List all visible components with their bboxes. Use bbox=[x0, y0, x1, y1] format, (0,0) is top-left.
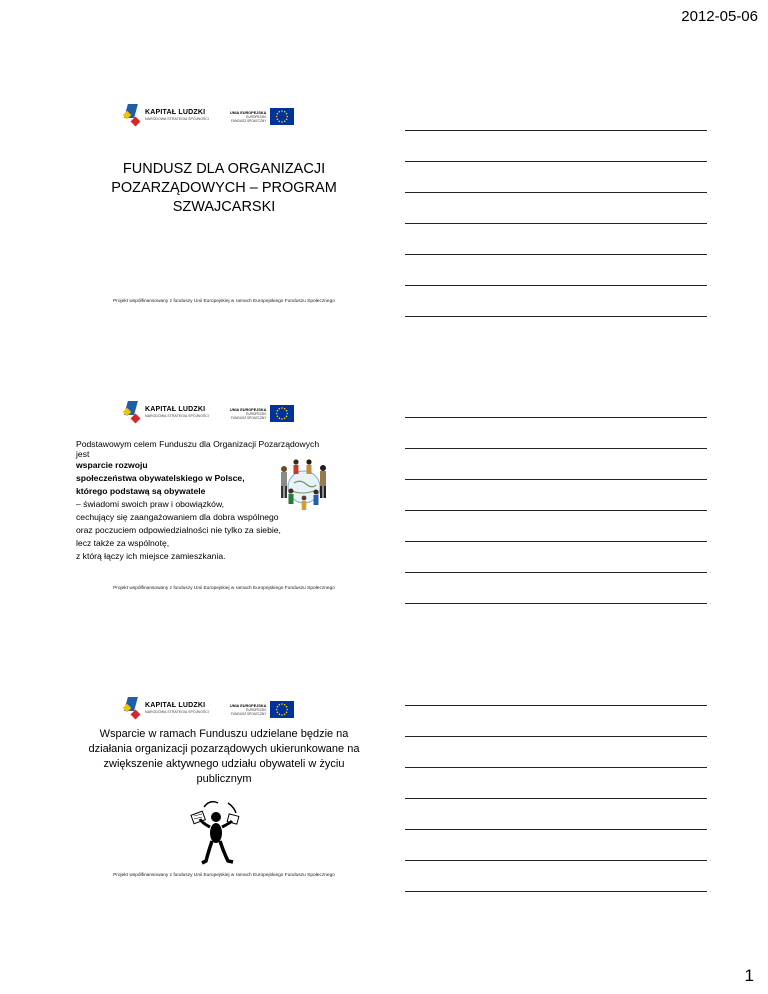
note-line bbox=[405, 510, 707, 511]
slide-2-line-3: oraz poczuciem odpowiedzialności nie tylko za siebie, bbox=[76, 525, 281, 535]
slide-2-line-1: – świadomi swoich praw i obowiązków, bbox=[76, 499, 225, 509]
note-line bbox=[405, 130, 707, 131]
slide-3 bbox=[64, 679, 384, 919]
note-line bbox=[405, 891, 707, 892]
note-line bbox=[405, 572, 707, 573]
note-line bbox=[405, 448, 707, 449]
kapital-ludzki-logo-icon bbox=[124, 401, 140, 423]
note-line bbox=[405, 316, 707, 317]
note-line bbox=[405, 223, 707, 224]
slide-2-bold-1: wsparcie rozwoju bbox=[76, 460, 148, 470]
note-line bbox=[405, 798, 707, 799]
kapital-ludzki-logo-icon bbox=[124, 104, 140, 126]
kapital-ludzki-logo bbox=[124, 697, 209, 719]
kapital-ludzki-name: KAPITAŁ LUDZKI bbox=[145, 109, 206, 116]
eu-flag-icon bbox=[270, 405, 294, 422]
note-line bbox=[405, 541, 707, 542]
kapital-ludzki-subtitle: NARODOWA STRATEGIA SPÓJNOŚCI bbox=[145, 414, 209, 418]
slide-2-line-2: cechujący się zaangażowaniem dla dobra wspólnego bbox=[76, 512, 279, 522]
kapital-ludzki-logo bbox=[124, 104, 209, 126]
slide-2-bold-3: którego podstawą są obywatele bbox=[76, 486, 206, 496]
page-number: 1 bbox=[744, 966, 754, 985]
eu-logo bbox=[230, 701, 294, 718]
eu-line2: EUROPEJSKI bbox=[246, 707, 267, 712]
note-line bbox=[405, 285, 707, 286]
slide-2-footer: Projekt współfinansowany z funduszy Unii Europejskiej w ramach Europejskiego Funduszu Społecznego bbox=[113, 586, 335, 591]
kapital-ludzki-logo-icon bbox=[124, 697, 140, 719]
note-line bbox=[405, 417, 707, 418]
slide-1 bbox=[64, 86, 384, 326]
kapital-ludzki-logo bbox=[124, 401, 209, 423]
eu-line3: FUNDUSZ SPOŁECZNY bbox=[230, 711, 267, 716]
page-date: 2012-05-06 bbox=[681, 8, 758, 25]
slide-2-bold-2: społeczeństwa obywatelskiego w Polsce, bbox=[76, 473, 245, 483]
kapital-ludzki-name: KAPITAŁ LUDZKI bbox=[145, 702, 206, 709]
note-line bbox=[405, 161, 707, 162]
eu-line2: EUROPEJSKI bbox=[246, 411, 267, 416]
eu-logo bbox=[230, 108, 294, 125]
eu-line3: FUNDUSZ SPOŁECZNY bbox=[230, 415, 267, 420]
note-line bbox=[405, 479, 707, 480]
kapital-ludzki-name: KAPITAŁ LUDZKI bbox=[145, 406, 206, 413]
slide-2 bbox=[64, 383, 384, 623]
eu-line2: EUROPEJSKI bbox=[246, 114, 267, 119]
eu-line1: UNIA EUROPEJSKA bbox=[230, 407, 267, 412]
slide-2-line-4: lecz także za wspólnotę, bbox=[76, 538, 170, 548]
slide-2-line-5: z którą łączy ich miejsce zamieszkania. bbox=[76, 551, 226, 561]
eu-line1: UNIA EUROPEJSKA bbox=[230, 703, 267, 708]
note-line bbox=[405, 736, 707, 737]
eu-flag-icon bbox=[270, 701, 294, 718]
eu-line3: FUNDUSZ SPOŁECZNY bbox=[230, 118, 267, 123]
people-circle-icon bbox=[276, 457, 332, 511]
juggler-icon bbox=[190, 797, 242, 869]
note-line bbox=[405, 705, 707, 706]
kapital-ludzki-subtitle: NARODOWA STRATEGIA SPÓJNOŚCI bbox=[145, 117, 209, 121]
note-line bbox=[405, 192, 707, 193]
slide-2-lead: Podstawowym celem Funduszu dla Organizacji Pozarządowych jest bbox=[76, 439, 320, 459]
note-line bbox=[405, 767, 707, 768]
eu-logo bbox=[230, 405, 294, 422]
kapital-ludzki-subtitle: NARODOWA STRATEGIA SPÓJNOŚCI bbox=[145, 710, 209, 714]
slide-1-footer: Projekt współfinansowany z funduszy Unii Europejskiej w ramach Europejskiego Funduszu Społecznego bbox=[113, 299, 335, 304]
eu-line1: UNIA EUROPEJSKA bbox=[230, 110, 267, 115]
slide-3-title: Wsparcie w ramach Funduszu udzielane będzie na działania organizacji pozarządowych ukierunkowane na zwiększenie aktywnego udziału obywateli w życiu publicznym bbox=[88, 728, 360, 785]
note-line bbox=[405, 829, 707, 830]
note-line bbox=[405, 860, 707, 861]
note-line bbox=[405, 254, 707, 255]
slide-3-footer: Projekt współfinansowany z funduszy Unii Europejskiej w ramach Europejskiego Funduszu Społecznego bbox=[113, 873, 335, 878]
eu-flag-icon bbox=[270, 108, 294, 125]
note-line bbox=[405, 603, 707, 604]
slide-1-title: FUNDUSZ DLA ORGANIZACJI POZARZĄDOWYCH – PROGRAM SZWAJCARSKI bbox=[111, 161, 337, 215]
